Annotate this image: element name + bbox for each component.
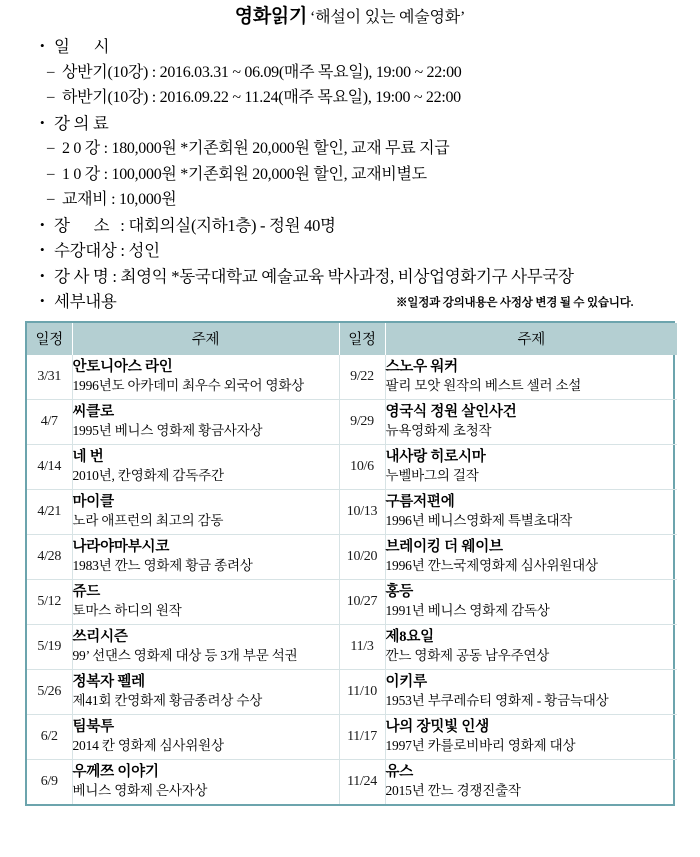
film-title: 나의 장밋빛 인생: [385, 719, 489, 735]
film-description: 노라 애프런의 최고의 감동: [72, 512, 224, 528]
table-row: [27, 579, 677, 624]
page-title: [0, 0, 700, 26]
film-description: 팔리 모앗 원작의 베스트 셀러 소설: [385, 377, 582, 393]
title-subtitle: ‘해설이 있는 예술영화’: [310, 9, 466, 26]
schedule-topic-cell: [72, 489, 339, 534]
details-label: 세부내용: [54, 292, 117, 311]
film-description: 1991년 베니스 영화제 감독상: [385, 602, 550, 618]
info-item-target: • 수강대상 : 성인: [0, 238, 700, 264]
col-header-topic-right: 주제: [385, 323, 677, 355]
place-value: : 대회의실(지하1층) - 정원 40명: [120, 215, 336, 235]
film-title: 제8요일: [385, 629, 434, 645]
col-header-date-left: 일정: [27, 323, 72, 355]
schedule-topic-cell: [72, 399, 339, 444]
info-item-place: [0, 213, 700, 239]
schedule-date-cell: 10/27: [339, 579, 385, 624]
film-title: 유스: [385, 764, 414, 780]
table-body: [27, 355, 677, 804]
schedule-date-cell: 6/9: [27, 759, 72, 804]
schedule-change-note: ※일정과 강의내용은 사정상 변경 될 수 있습니다.: [396, 297, 634, 309]
film-title: 팀북투: [72, 719, 114, 735]
info-item-fee-10: – 1 0 강 : 100,000원 *기존회원 20,000원 할인, 교재비별도: [0, 162, 700, 188]
schedule-date-cell: 9/29: [339, 399, 385, 444]
schedule-table: [27, 323, 677, 804]
schedule-date-cell: 9/22: [339, 355, 385, 400]
schedule-topic-cell: [72, 355, 339, 400]
schedule-label-a: 일: [54, 37, 70, 56]
schedule-topic-cell: [385, 579, 677, 624]
film-title: 마이클: [72, 494, 114, 510]
film-title: 나라야마부시코: [72, 539, 170, 555]
place-label-a: 장: [54, 215, 70, 235]
schedule-table-container: [25, 321, 675, 806]
film-title: 우께쯔 이야기: [72, 764, 159, 780]
info-item-fee-label: • 강 의 료: [0, 111, 700, 137]
schedule-topic-cell: [72, 444, 339, 489]
film-description: 1996년 베니스영화제 특별초대작: [385, 512, 573, 528]
schedule-date-cell: 11/24: [339, 759, 385, 804]
film-title: 쓰리시즌: [72, 629, 128, 645]
course-info-list: [0, 34, 700, 315]
schedule-topic-cell: [385, 669, 677, 714]
film-title: 브레이킹 더 웨이브: [385, 539, 503, 555]
schedule-date-cell: 3/31: [27, 355, 72, 400]
schedule-date-cell: 11/17: [339, 714, 385, 759]
table-header: [27, 323, 677, 355]
info-item-fee-20: – 2 0 강 : 180,000원 *기존회원 20,000원 할인, 교재 무료 지급: [0, 136, 700, 162]
film-description: 누벨바그의 걸작: [385, 467, 479, 483]
table-row: [27, 444, 677, 489]
schedule-date-cell: 10/6: [339, 444, 385, 489]
schedule-topic-cell: [385, 489, 677, 534]
film-title: 이키루: [385, 674, 427, 690]
film-description: 1997년 카를로비바리 영화제 대상: [385, 737, 576, 753]
film-description: 2015년 깐느 경쟁진출작: [385, 782, 521, 798]
title-main: 영화읽기: [234, 6, 308, 27]
schedule-date-cell: 10/20: [339, 534, 385, 579]
schedule-topic-cell: [385, 534, 677, 579]
schedule-date-cell: 4/21: [27, 489, 72, 534]
film-description: 베니스 영화제 은사자상: [72, 782, 208, 798]
film-description: 2014 칸 영화제 심사위원상: [72, 737, 224, 753]
film-title: 영국식 정원 살인사건: [385, 404, 517, 420]
schedule-topic-cell: [385, 399, 677, 444]
film-title: 정복자 펠레: [72, 674, 145, 690]
col-header-date-right: 일정: [339, 323, 385, 355]
schedule-topic-cell: [385, 624, 677, 669]
film-title: 안토니아스 라인: [72, 359, 173, 375]
schedule-date-cell: 11/3: [339, 624, 385, 669]
table-row: [27, 759, 677, 804]
info-item-first-half: – 상반기(10강) : 2016.03.31 ~ 06.09(매주 목요일), 19:00 ~ 22:00: [0, 60, 700, 86]
schedule-date-cell: 4/14: [27, 444, 72, 489]
film-description: 토마스 하디의 원작: [72, 602, 182, 618]
table-header-row: [27, 323, 677, 355]
film-description: 깐느 영화제 공동 남우주연상: [385, 647, 550, 663]
info-item-schedule-label: [0, 34, 700, 60]
table-row: [27, 624, 677, 669]
table-row: [27, 669, 677, 714]
schedule-date-cell: 5/26: [27, 669, 72, 714]
schedule-date-cell: 11/10: [339, 669, 385, 714]
schedule-label-b: 시: [93, 37, 110, 56]
table-row: [27, 534, 677, 579]
schedule-topic-cell: [385, 759, 677, 804]
film-description: 2010년, 칸영화제 감독주간: [72, 467, 224, 483]
film-title: 씨클로: [72, 404, 114, 420]
film-description: 1996년도 아카데미 최우수 외국어 영화상: [72, 377, 305, 393]
film-title: 스노우 워커: [385, 359, 458, 375]
info-item-details: [0, 289, 700, 315]
schedule-topic-cell: [385, 444, 677, 489]
film-title: 네 번: [72, 449, 104, 465]
film-title: 홍등: [385, 584, 414, 600]
film-title: 내사랑 히로시마: [385, 449, 486, 465]
schedule-date-cell: 10/13: [339, 489, 385, 534]
film-description: 뉴욕영화제 초청작: [385, 422, 492, 438]
film-description: 1995년 베니스 영화제 황금사자상: [72, 422, 263, 438]
schedule-topic-cell: [72, 624, 339, 669]
schedule-topic-cell: [72, 759, 339, 804]
table-row: [27, 399, 677, 444]
info-item-fee-book: – 교재비 : 10,000원: [0, 187, 700, 213]
table-row: [27, 489, 677, 534]
schedule-date-cell: 5/12: [27, 579, 72, 624]
table-row: [27, 355, 677, 400]
info-item-lecturer: • 강 사 명 : 최영익 *동국대학교 예술교육 박사과정, 비상업영화기구 사무국장: [0, 264, 700, 290]
place-label-b: 소: [93, 215, 110, 235]
film-description: 1996년 깐느국제영화제 심사위원대상: [385, 557, 598, 573]
schedule-topic-cell: [72, 534, 339, 579]
schedule-date-cell: 6/2: [27, 714, 72, 759]
schedule-topic-cell: [385, 714, 677, 759]
schedule-topic-cell: [72, 714, 339, 759]
film-description: 1983년 깐느 영화제 황금 종려상: [72, 557, 253, 573]
film-title: 쥬드: [72, 584, 101, 600]
table-row: [27, 714, 677, 759]
schedule-topic-cell: [72, 669, 339, 714]
col-header-topic-left: 주제: [72, 323, 339, 355]
schedule-date-cell: 4/7: [27, 399, 72, 444]
film-title: 구름저편에: [385, 494, 455, 510]
film-description: 99’ 선댄스 영화제 대상 등 3개 부문 석권: [72, 647, 298, 663]
schedule-date-cell: 4/28: [27, 534, 72, 579]
schedule-topic-cell: [385, 355, 677, 400]
film-description: 제41회 칸영화제 황금종려상 수상: [72, 692, 263, 708]
schedule-topic-cell: [72, 579, 339, 624]
schedule-date-cell: 5/19: [27, 624, 72, 669]
film-description: 1953년 부쿠레슈티 영화제 - 황금늑대상: [385, 692, 609, 708]
info-item-second-half: – 하반기(10강) : 2016.09.22 ~ 11.24(매주 목요일), 19:00 ~ 22:00: [0, 85, 700, 111]
